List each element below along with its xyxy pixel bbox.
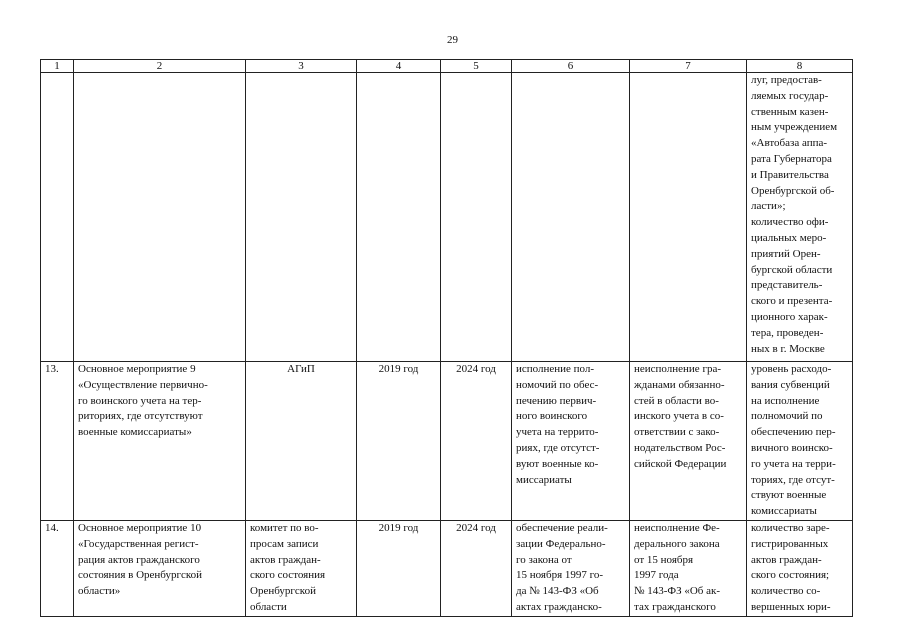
indicator: количество заре- гистрированных актов граждан- ского состояния; количество со- вершенных юри- bbox=[751, 521, 831, 613]
expected-result: обеспечение реали- зации Федерально- го закона от 15 ноября 1997 го- да № 143-ФЗ «Об актах гражданско- bbox=[516, 521, 608, 613]
end-year bbox=[441, 73, 512, 362]
measures-table bbox=[40, 59, 853, 617]
start-year: 2019 год bbox=[357, 362, 441, 521]
column-number-row bbox=[41, 60, 853, 73]
column-number: 8 bbox=[747, 60, 853, 73]
table-row bbox=[41, 520, 853, 616]
row-number: 13. bbox=[41, 362, 74, 521]
expected-cell bbox=[512, 520, 630, 616]
executor: комитет по во- просам записи актов граждан- ского состояния Оренбургской области bbox=[250, 521, 326, 613]
expected-result: исполнение пол- номочий по обес- печению первич- ного воинского учета на террито- риях, где отсутст- вуют военные ко- миссариаты bbox=[512, 362, 630, 521]
row-number: 14. bbox=[41, 520, 74, 616]
start-year: 2019 год bbox=[357, 520, 441, 616]
expected-result bbox=[512, 73, 630, 362]
executor: АГиП bbox=[246, 362, 357, 521]
table-row bbox=[41, 73, 853, 362]
start-year bbox=[357, 73, 441, 362]
table-row bbox=[41, 362, 853, 521]
column-number: 1 bbox=[41, 60, 74, 73]
indicator: луг, предостав- ляемых государ- ственным казен- ным учреждением «Автобаза аппа- рата Губернатора и Правительства Оренбургской об- ласти»; количество офи- циальных меро- приятий Орен- бургской области представитель- ского и презента- ционного харак- тера, проведен- ных в г. Москве bbox=[747, 73, 853, 362]
consequences-cell bbox=[630, 520, 747, 616]
non-implementation-consequences: неисполнение гра- жданами обязанно- стей в области во- инского учета в со- ответствии с зако- нодательством Рос- сийской Федерации bbox=[630, 362, 747, 521]
column-number: 5 bbox=[441, 60, 512, 73]
row-number bbox=[41, 73, 74, 362]
measure-name bbox=[74, 73, 246, 362]
measure-name: Основное мероприятие 9 «Осуществление первично- го воинского учета на тер- риториях, где отсутствуют военные комиссариаты» bbox=[74, 362, 246, 521]
executor bbox=[246, 73, 357, 362]
non-implementation-consequences bbox=[630, 73, 747, 362]
column-number: 2 bbox=[74, 60, 246, 73]
measure-name: Основное мероприятие 10 «Государственная регист- рация актов гражданского состояния в Оренбургской области» bbox=[78, 521, 203, 598]
column-number: 3 bbox=[246, 60, 357, 73]
column-number: 6 bbox=[512, 60, 630, 73]
non-implementation-consequences: неисполнение Фе- дерального закона от 15 ноября 1997 года № 143-ФЗ «Об ак- тах гражданского bbox=[634, 521, 721, 613]
page-number: 29 bbox=[447, 34, 458, 46]
executor-cell bbox=[246, 520, 357, 616]
column-number: 4 bbox=[357, 60, 441, 73]
end-year: 2024 год bbox=[441, 362, 512, 521]
column-number: 7 bbox=[630, 60, 747, 73]
measure-cell bbox=[74, 520, 246, 616]
indicator-cell bbox=[747, 520, 853, 616]
end-year: 2024 год bbox=[441, 520, 512, 616]
indicator: уровень расходо- вания субвенций на исполнение полномочий по обеспечению пер- вичного воинско- го учета на терри- ториях, где отсут- ствуют военные комиссариаты bbox=[747, 362, 853, 521]
